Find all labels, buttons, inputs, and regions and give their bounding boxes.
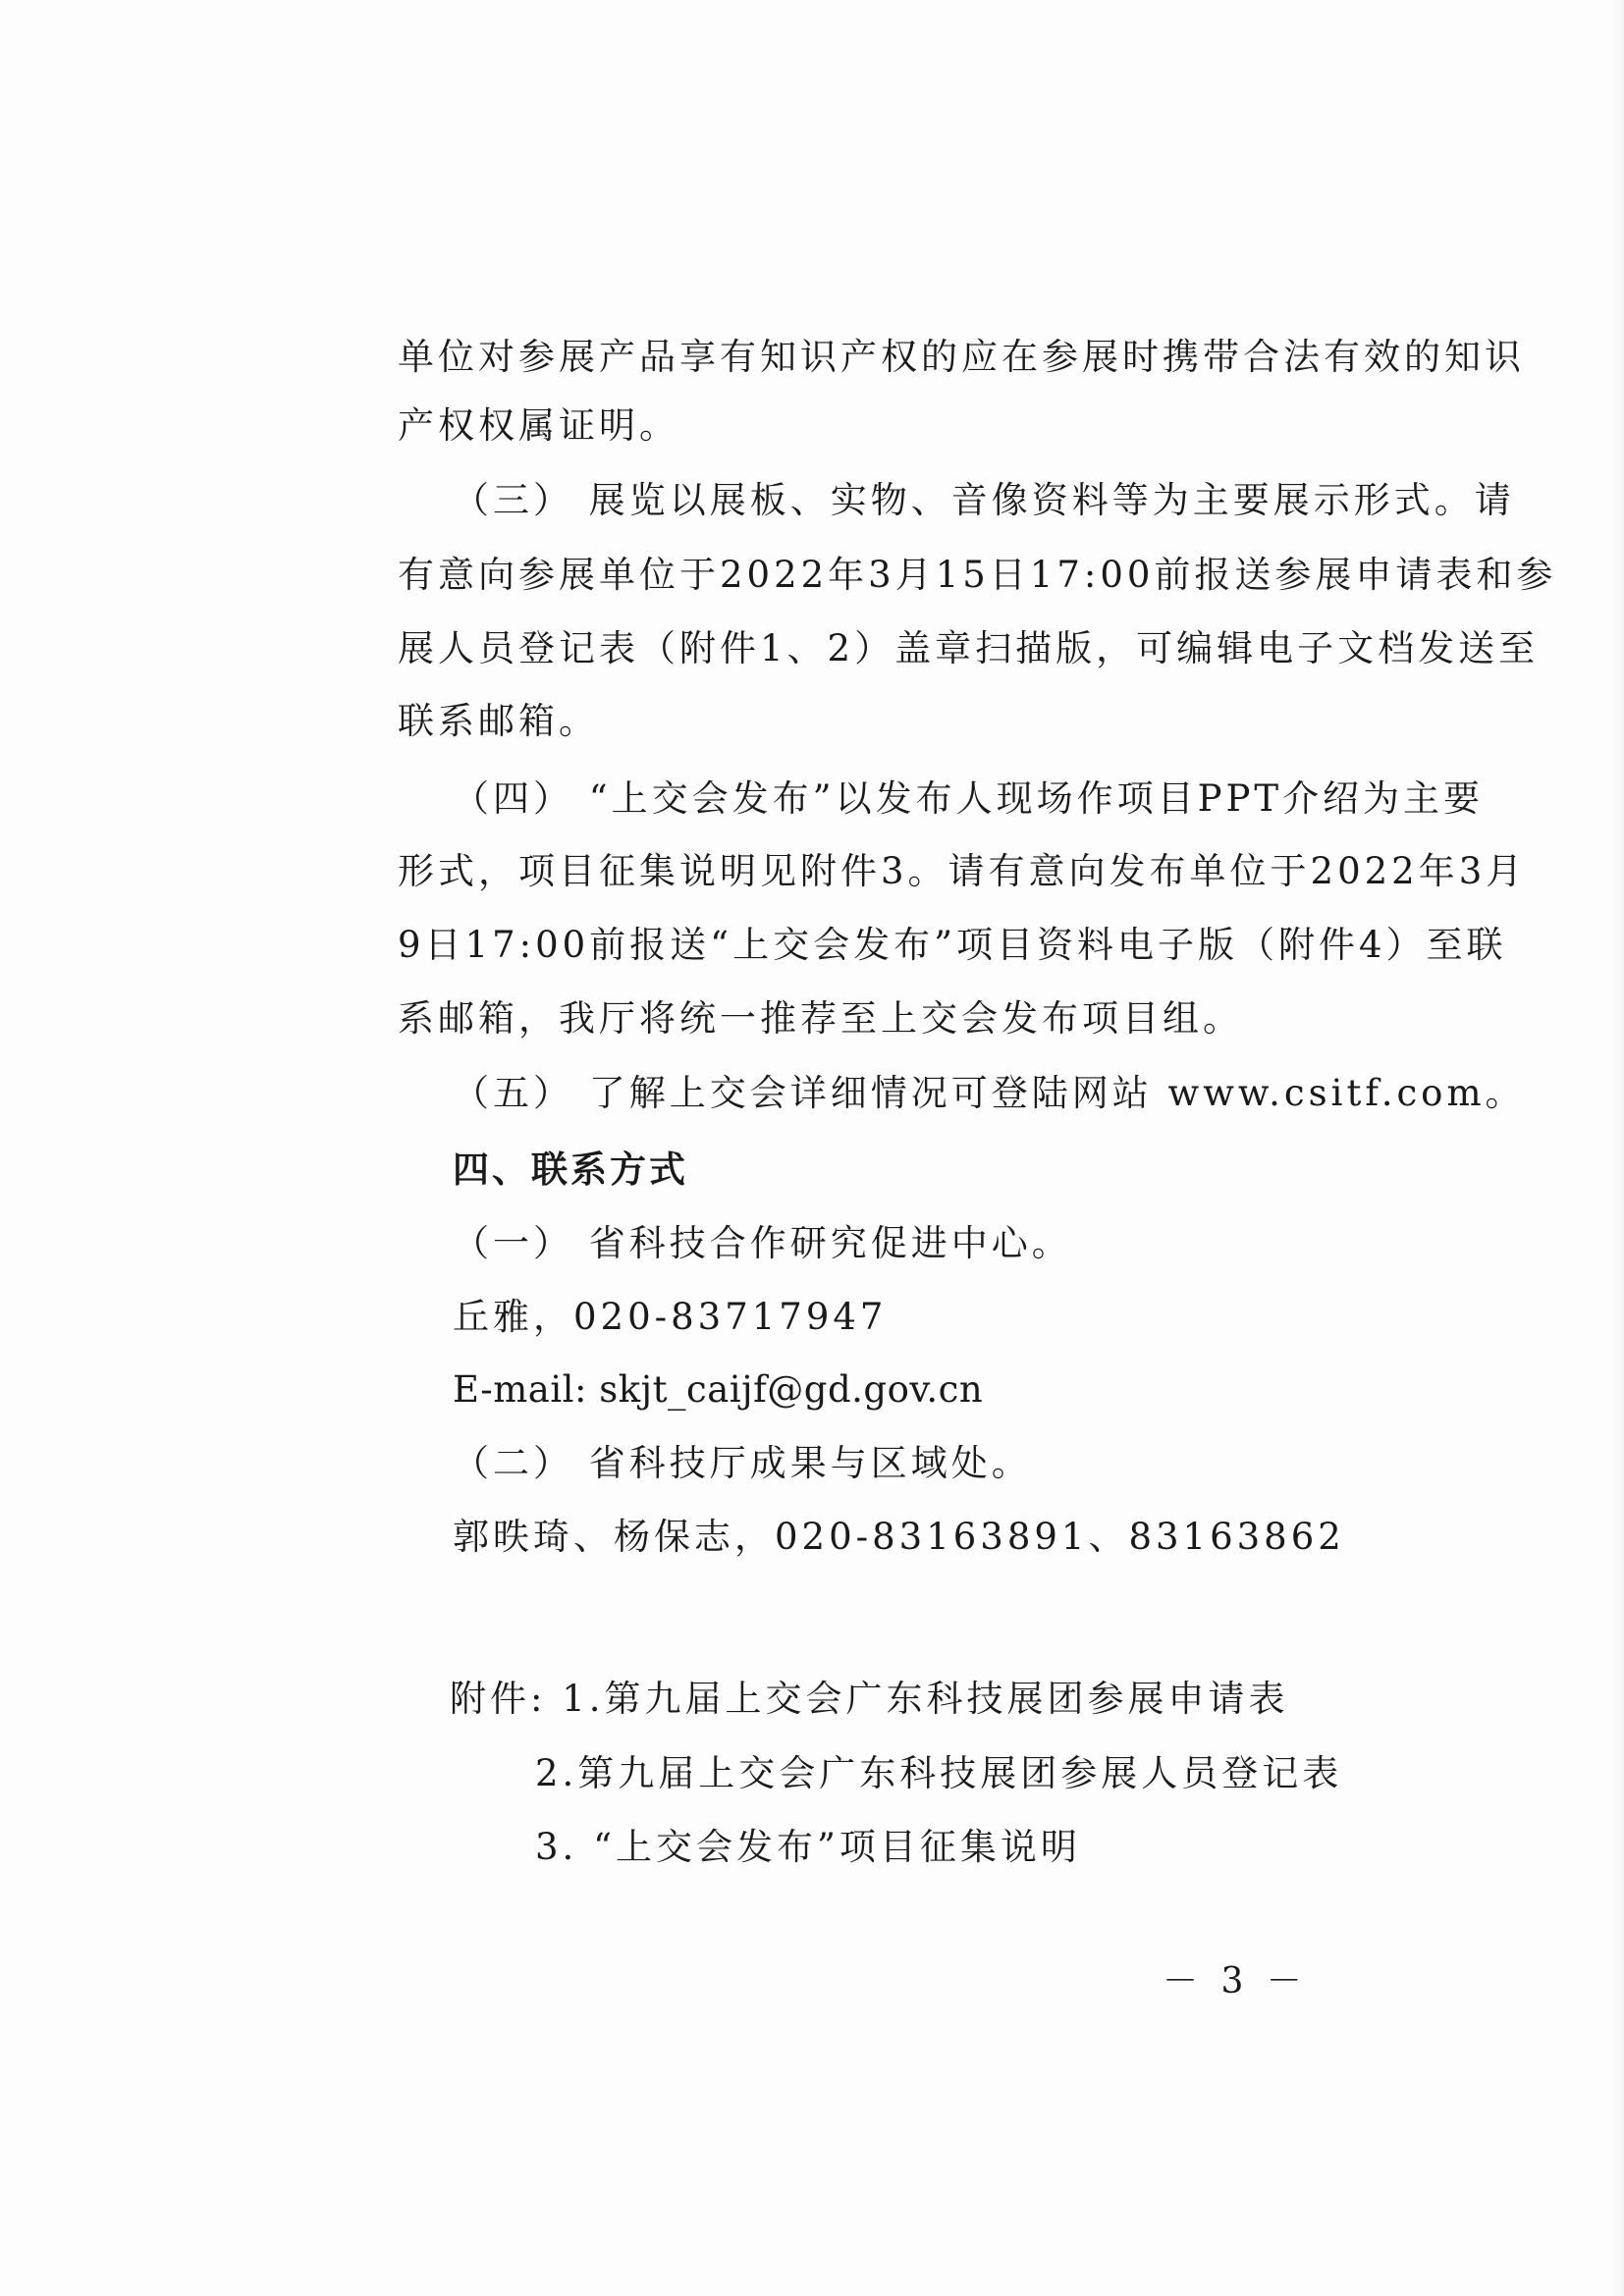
paragraph-line: 展人员登记表（附件1、2）盖章扫描版，可编辑电子文档发送至	[398, 627, 1540, 669]
section-heading: 四、联系方式	[453, 1148, 688, 1191]
contact-line: （二） 省科技厅成果与区域处。	[453, 1442, 1032, 1484]
paragraph-line: 产权权属证明。	[398, 404, 679, 447]
paragraph-line: （三） 展览以展板、实物、音像资料等为主要展示形式。请	[453, 479, 1515, 521]
contact-line: 郭昳琦、杨保志，020-83163891、83163862	[453, 1516, 1345, 1558]
paragraph-line: （四） “上交会发布”以发布人现场作项目PPT介绍为主要	[453, 777, 1485, 820]
paragraph-line: 系邮箱，我厅将统一推荐至上交会发布项目组。	[398, 997, 1243, 1040]
paragraph-line: 有意向参展单位于2022年3月15日17:00前报送参展申请表和参	[398, 554, 1557, 596]
contact-email: E-mail: skjt_caijf@gd.gov.cn	[453, 1368, 984, 1411]
contact-line: （一） 省科技合作研究促进中心。	[453, 1222, 1072, 1264]
contact-line: 丘雅，020-83717947	[453, 1296, 888, 1338]
paragraph-line: （五） 了解上交会详细情况可登陆网站 www.csitf.com。	[453, 1072, 1526, 1114]
page-number: － 3 －	[1163, 1961, 1308, 2002]
attachment-item: 附件: 1.第九届上交会广东科技展团参展申请表	[450, 1678, 1289, 1720]
attachment-item: 3. “上交会发布”项目征集说明	[535, 1826, 1081, 1868]
attachment-item: 2.第九届上交会广东科技展团参展人员登记表	[535, 1752, 1343, 1794]
paragraph-line: 联系邮箱。	[398, 700, 599, 742]
paragraph-line: 单位对参展产品享有知识产权的应在参展时携带合法有效的知识	[398, 336, 1525, 378]
paragraph-line: 9日17:00前报送“上交会发布”项目资料电子版（附件4）至联	[398, 924, 1507, 966]
scan-shadow	[1610, 0, 1624, 2296]
paragraph-line: 形式，项目征集说明见附件3。请有意向发布单位于2022年3月	[398, 850, 1527, 892]
